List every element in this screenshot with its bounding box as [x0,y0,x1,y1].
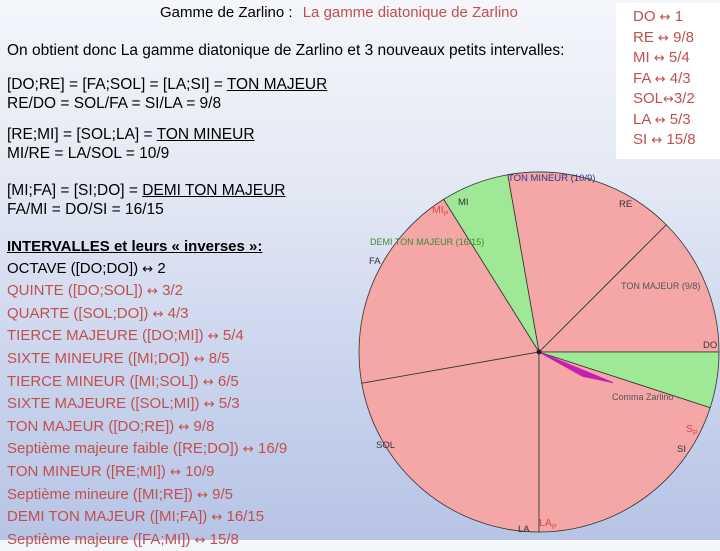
double-arrow-icon: ↔ [203,397,215,413]
ton-majeur-line1: [DO;RE] = [FA;SOL] = [LA;SI] = [7,76,227,93]
interval-name: DEMI TON MAJEUR ([MI;FA]) [7,508,212,526]
interval-ratio: 6/5 [213,372,239,390]
legend-ratio: 5/3 [665,110,691,128]
legend-note: SI [633,131,652,148]
interval-name: Septième mineure ([MI;RE]) [7,485,198,503]
double-arrow-icon: ↔ [193,351,205,367]
legend-ratio: 1 [670,8,684,25]
demi-ton-line2: FA/MI = DO/SI = 16/15 [7,201,164,218]
interval-name: SIXTE MINEURE ([MI;DO]) [7,349,194,367]
double-arrow-icon: ↔ [147,284,158,300]
legend-ratio: 5/4 [664,49,690,66]
interval-ratio: 16/9 [253,440,288,458]
interval-ratio: 9/8 [189,417,215,435]
interval-name: TIERCE MAJEURE ([DO;MI]) [7,327,208,345]
double-arrow-icon: ↔ [654,112,666,128]
note-label-mi: MI [458,197,469,208]
note-label-la: LA [518,524,530,535]
legend-ratio: 4/3 [665,69,691,87]
double-arrow-icon: ↔ [663,92,674,107]
interval-name: QUINTE ([DO;SOL]) [7,282,148,300]
double-arrow-icon: ↔ [197,487,208,503]
interval-ratio: 8/5 [204,349,230,367]
interval-ratio: 15/8 [205,530,239,548]
interval-ratio: 16/15 [222,508,265,526]
interval-name: SIXTE MAJEURE ([SOL;MI]) [7,395,204,413]
double-arrow-icon: ↔ [207,329,219,345]
double-arrow-icon: ↔ [202,374,214,390]
pythag-label-si: $S_P$ [686,423,698,437]
interval-ratio: 5/3 [214,395,240,413]
ton-majeur-term: TON MAJEUR [226,76,328,93]
double-arrow-icon: ↔ [142,261,154,277]
legend-note: SOL [633,90,664,107]
interval-name: TIERCE MINEUR ([MI;SOL]) [7,372,203,390]
note-label-si: SI [677,444,686,455]
double-arrow-icon: ↔ [654,71,666,87]
double-arrow-icon: ↔ [242,442,254,458]
double-arrow-icon: ↔ [658,30,669,46]
ton-mineur-line1: [RE;MI] = [SOL;LA] = [7,126,157,143]
legend-ratio: 9/8 [668,28,694,46]
title-topic: La gamme diatonique de Zarlino [302,4,518,21]
interval-ratio: 4/3 [163,304,189,322]
interval-ratio: 5/4 [218,327,244,345]
note-label-re: RE [619,199,633,210]
note-label-sol: SOL [376,440,396,451]
legend-note: DO [633,8,660,25]
legend-note: LA [633,110,655,128]
legend-ratio: 3/2 [673,90,695,107]
pythag-label-la: $LA_P$ [539,517,557,531]
pythag-label-mi: $MI_P$ [432,204,449,218]
interval-ratio: 3/2 [157,282,183,300]
double-arrow-icon: ↔ [194,532,206,548]
sector-label-ton-mineur: TON MINEUR (10/9) [508,173,596,184]
double-arrow-icon: ↔ [659,10,671,25]
sector-label-demi-ton: DEMI TON MAJEUR (16/15) [370,237,485,247]
demi-ton-line1: [MI;FA] = [SI;DO] = [7,182,143,199]
interval-name: OCTAVE ([DO;DO]) [7,259,143,277]
note-label-do: DO [703,340,718,351]
interval-name: TON MINEUR ([RE;MI]) [7,462,171,480]
legend-ratio: 15/8 [662,131,696,148]
demi-ton-term: DEMI TON MAJEUR [142,182,286,199]
ton-mineur-line2: MI/RE = LA/SOL = 10/9 [7,145,170,162]
interval-ratio: 9/5 [207,485,233,503]
sector-label-comma: Comma Zarlino [612,392,674,402]
legend-note: FA [633,69,655,87]
double-arrow-icon: ↔ [178,419,190,435]
intro-text: On obtient donc La gamme diatonique de Zarlino et 3 nouveaux petits intervalles: [7,42,565,59]
interval-ratio: 10/9 [180,462,215,480]
intervals-header: INTERVALLES et leurs « inverses »: [7,238,263,255]
note-label-fa: FA [369,256,381,267]
wheel-center [537,350,542,355]
interval-name: QUARTE ([SOL;DO]) [7,304,153,322]
interval-name: Septième majeure faible ([RE;DO]) [7,440,243,458]
ton-majeur-line2: RE/DO = SOL/FA = SI/LA = 9/8 [7,95,222,112]
double-arrow-icon: ↔ [170,464,181,480]
double-arrow-icon: ↔ [152,306,164,322]
sector-label-ton-majeur: TON MAJEUR (9/8) [621,281,701,291]
legend-note: MI [633,49,654,66]
interval-name: Septième majeure ([FA;MI]) [7,530,195,548]
interval-ratio: 2 [153,259,166,277]
interval-name: TON MAJEUR ([DO;RE]) [7,417,179,435]
double-arrow-icon: ↔ [651,133,663,148]
title-prefix: Gamme de Zarlino : [160,4,293,21]
double-arrow-icon: ↔ [211,510,223,526]
legend-note: RE [633,28,659,46]
ton-mineur-term: TON MINEUR [156,126,255,143]
double-arrow-icon: ↔ [653,51,665,66]
